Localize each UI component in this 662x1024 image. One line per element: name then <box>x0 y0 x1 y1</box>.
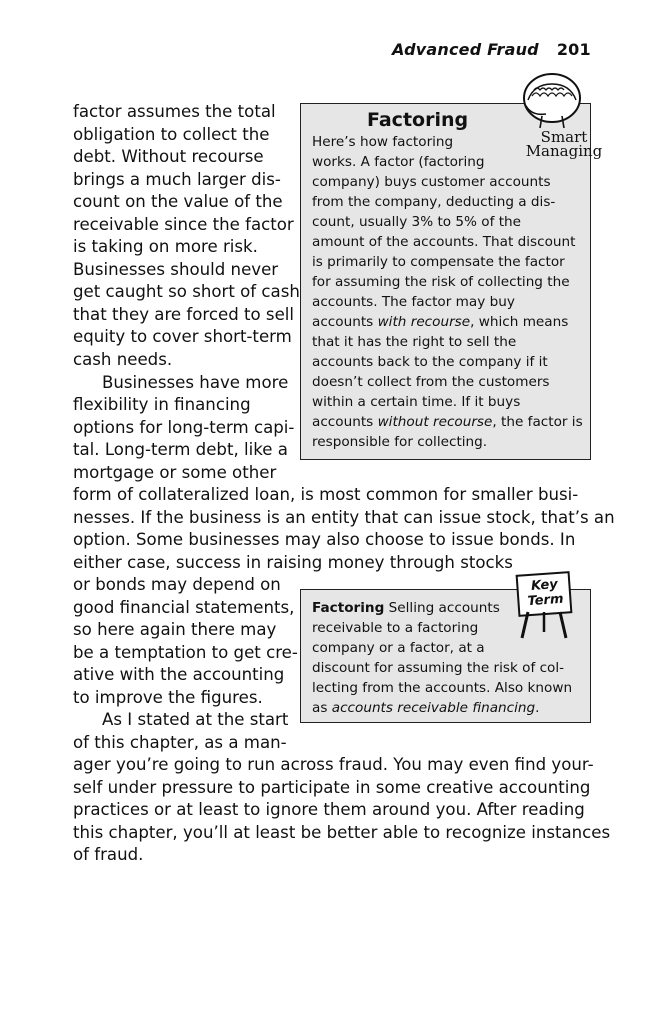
body-line: ager you’re going to run across fraud. You may even find your- <box>73 755 594 774</box>
body-line: practices or at least to ignore them around you. After reading <box>73 800 585 819</box>
sidebar-line: that it has the right to sell the <box>312 334 517 350</box>
body-line: get caught so short of cash <box>73 282 300 301</box>
body-line: debt. Without recourse <box>73 147 264 166</box>
body-line: receivable since the factor <box>73 215 294 234</box>
sidebar-term-italic: with recourse <box>377 314 471 330</box>
body-line: equity to cover short-term <box>73 327 292 346</box>
page-number: 201 <box>556 40 591 59</box>
section-title: Advanced Fraud <box>392 40 539 59</box>
body-line: of this chapter, as a man- <box>73 733 287 752</box>
key-term-text: . <box>535 700 540 716</box>
body-line: As I stated at the start <box>102 710 289 729</box>
body-line: that they are forced to sell <box>73 305 295 324</box>
body-line: Businesses have more <box>102 373 289 392</box>
body-line: option. Some businesses may also choose to issue bonds. In <box>73 530 576 549</box>
key-term-word: Factoring <box>312 600 385 616</box>
body-line: form of collateralized loan, is most common for smaller busi- <box>73 485 579 504</box>
sidebar-text: accounts <box>312 414 378 430</box>
body-line: good financial statements, <box>73 598 295 617</box>
sidebar-line: Here’s how factoring <box>312 134 454 150</box>
sidebar-line: accounts back to the company if it <box>312 354 548 370</box>
sidebar-line: amount of the accounts. That discount <box>312 234 576 250</box>
body-line: so here again there may <box>73 620 277 639</box>
body-line: of fraud. <box>73 845 144 864</box>
sidebar-text: accounts <box>312 314 378 330</box>
key-term-line <box>312 698 540 718</box>
sidebar-line: is primarily to compensate the factor <box>312 254 565 270</box>
sidebar-line: for assuming the risk of collecting the <box>312 274 570 290</box>
sidebar-line: within a certain time. If it buys <box>312 394 521 410</box>
body-line: Businesses should never <box>73 260 279 279</box>
body-line: either case, success in raising money through stocks <box>73 553 513 572</box>
key-term-line: receivable to a factoring <box>312 620 479 636</box>
running-header <box>392 40 592 59</box>
sidebar-line: responsible for collecting. <box>312 434 488 450</box>
key-term-text: as <box>312 700 332 716</box>
sidebar-line: doesn’t collect from the customers <box>312 374 550 390</box>
body-line: obligation to collect the <box>73 125 270 144</box>
sidebar-text: , which means <box>470 314 569 330</box>
icon-caption: Term <box>527 591 564 610</box>
body-line: factor assumes the total <box>73 102 276 121</box>
brain-icon <box>512 72 603 164</box>
sidebar-line: company) buys customer accounts <box>312 174 551 190</box>
body-line: or bonds may depend on <box>73 575 281 594</box>
key-term-line: discount for assuming the risk of col- <box>312 660 565 676</box>
body-line: cash needs. <box>73 350 173 369</box>
key-term-line: company or a factor, at a <box>312 640 485 656</box>
body-line: is taking on more risk. <box>73 237 258 256</box>
sidebar-term-italic: without recourse <box>377 414 493 430</box>
body-line: mortgage or some other <box>73 463 277 482</box>
sidebar-line: works. A factor (factoring <box>312 154 485 170</box>
body-line: options for long-term capi- <box>73 418 295 437</box>
body-line: flexibility in financing <box>73 395 251 414</box>
body-line: be a temptation to get cre- <box>73 643 298 662</box>
body-line: count on the value of the <box>73 192 283 211</box>
key-term-italic: accounts receivable financing <box>331 700 536 716</box>
sidebar-line <box>312 412 583 432</box>
body-line: self under pressure to participate in some creative accounting <box>73 778 591 797</box>
icon-caption: Managing <box>525 142 603 160</box>
sidebar-line: from the company, deducting a dis- <box>312 194 556 210</box>
key-term-line: lecting from the accounts. Also known <box>312 680 573 696</box>
body-line: nesses. If the business is an entity that can issue stock, that’s an <box>73 508 615 527</box>
sidebar-line: count, usually 3% to 5% of the <box>312 214 522 230</box>
sidebar-title: Factoring <box>367 109 469 131</box>
sidebar-line <box>312 312 568 332</box>
icon-caption: Key <box>530 577 559 594</box>
body-line: to improve the figures. <box>73 688 263 707</box>
icon-caption: Smart <box>540 128 588 146</box>
body-line: tal. Long-term debt, like a <box>73 440 288 459</box>
sidebar-line: accounts. The factor may buy <box>312 294 515 310</box>
body-line: ative with the accounting <box>73 665 285 684</box>
sidebar-text: , the factor is <box>492 414 583 430</box>
body-line: brings a much larger dis- <box>73 170 281 189</box>
key-term-line <box>312 598 500 618</box>
key-term-text: Selling accounts <box>384 600 500 616</box>
body-line: this chapter, you’ll at least be better able to recognize instances <box>73 823 611 842</box>
easel-icon <box>514 568 576 642</box>
